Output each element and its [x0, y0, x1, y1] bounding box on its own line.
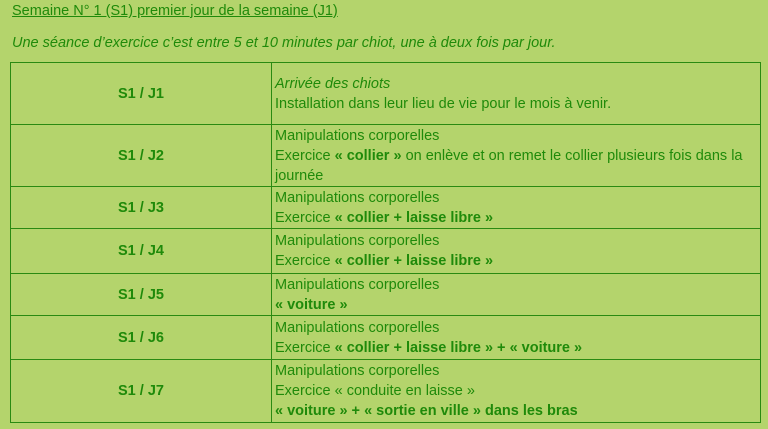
description-cell	[272, 316, 761, 360]
exercise-name: « voiture »	[275, 403, 348, 419]
description-line: Manipulations corporelles	[275, 276, 440, 293]
table-row	[11, 229, 761, 274]
table-row	[11, 274, 761, 316]
description-line: Manipulations corporelles	[275, 233, 440, 249]
text-segment: +	[347, 403, 365, 419]
table-row	[11, 63, 761, 125]
text-segment: Exercice	[275, 209, 335, 226]
day-cell: S1 / J3	[11, 187, 272, 229]
text-segment: dans les bras	[480, 403, 578, 419]
exercise-name: « collier »	[334, 147, 402, 164]
day-cell: S1 / J6	[11, 316, 272, 360]
day-cell: S1 / J1	[11, 63, 272, 125]
description-line	[275, 251, 757, 271]
description-cell	[272, 187, 761, 229]
description-line: Exercice « conduite en laisse »	[275, 383, 475, 399]
description-line: Arrivée des chiots	[275, 75, 391, 92]
table-row	[11, 187, 761, 229]
text-segment: Exercice	[275, 339, 335, 356]
day-cell: S1 / J2	[11, 125, 272, 187]
table-row	[11, 125, 761, 187]
description-line: Installation dans leur lieu de vie pour le mois à venir.	[275, 95, 612, 112]
exercise-name: « collier + laisse libre »	[334, 339, 494, 356]
text-segment: +	[493, 339, 510, 356]
day-cell: S1 / J7	[11, 360, 272, 423]
schedule-table	[10, 62, 761, 423]
exercise-name: « voiture »	[275, 296, 348, 313]
description-line	[275, 208, 757, 228]
description-line	[275, 401, 757, 421]
description-line: Manipulations corporelles	[275, 319, 440, 336]
table-row	[11, 360, 761, 423]
description-cell	[272, 229, 761, 274]
description-cell	[272, 274, 761, 316]
table-row	[11, 316, 761, 360]
text-segment: Exercice	[275, 253, 335, 269]
exercise-name: « collier + laisse libre »	[334, 253, 494, 269]
page-subtitle: Une séance d’exercice c’est entre 5 et 10 minutes par chiot, une à deux fois par jour.	[12, 35, 556, 51]
exercise-name: « voiture »	[509, 339, 583, 356]
text-segment: on enlève et on remet le collier plusieurs fois dans la journée	[275, 147, 743, 184]
description-line: Manipulations corporelles	[275, 127, 440, 144]
day-cell: S1 / J4	[11, 229, 272, 274]
description-line	[275, 338, 757, 358]
page-title: Semaine N° 1 (S1) premier jour de la semaine (J1)	[12, 3, 338, 19]
day-cell: S1 / J5	[11, 274, 272, 316]
description-cell	[272, 125, 761, 187]
text-segment: Exercice	[275, 147, 335, 164]
description-cell	[272, 63, 761, 125]
exercise-name: « collier + laisse libre »	[334, 209, 494, 226]
exercise-name: « sortie en ville »	[364, 403, 481, 419]
description-line: Manipulations corporelles	[275, 363, 440, 379]
description-line	[275, 146, 757, 186]
description-line: Manipulations corporelles	[275, 189, 440, 206]
description-cell	[272, 360, 761, 423]
